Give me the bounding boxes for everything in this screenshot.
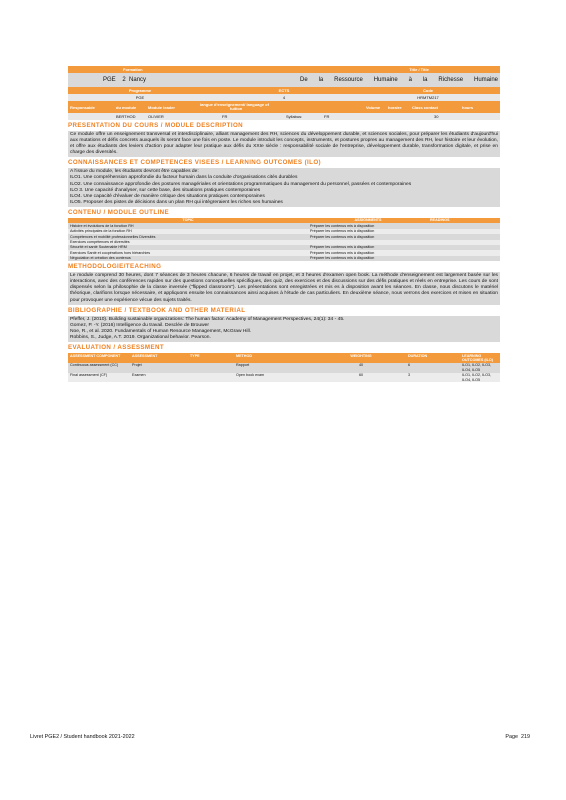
outcomes-header: LEARNING OUTCOMES (ILO) bbox=[460, 353, 500, 363]
table-row bbox=[68, 373, 500, 383]
table-row bbox=[68, 256, 500, 261]
module-title: De la Ressource Humaine à la Richesse Humaine bbox=[300, 77, 498, 83]
ects-value: 4 bbox=[282, 95, 286, 100]
topic-cell: Négociation et création des contenus bbox=[68, 256, 308, 261]
duration-header: DURATION bbox=[406, 353, 460, 363]
bibliography-line: Pfeffer, J. (2010). Building sustainable organizations: The human factor. Academy of Management Perspectives, 24(1): 34 - 45. bbox=[70, 316, 345, 322]
assign-cell: Préparer les contenus mis à disposition bbox=[308, 229, 428, 234]
horaire-label: horaire bbox=[388, 104, 402, 110]
topic-cell: Histoire et évolutions de la fonction RH bbox=[68, 223, 308, 228]
page-footer bbox=[30, 734, 530, 740]
readings-header: READINGS bbox=[428, 218, 500, 223]
volume-label: Volume bbox=[366, 104, 381, 110]
bibliography-line: Robbins, S., Judge, A.T. 2019. Organizational behavior. Pearson. bbox=[70, 334, 211, 340]
evaluation-header-row bbox=[68, 353, 500, 363]
methodology-heading: METHODOLOGIE/TEACHING bbox=[68, 263, 162, 271]
topic-cell: Activités principales de la fonction RH bbox=[68, 229, 308, 234]
header-labels-row bbox=[68, 66, 500, 73]
methodology-text: Le module comprend 30 heures, dont 7 séances de 3 heures chacune, 6 heures de travail en projet, et 3 heures d'examen open book. La méthode d'enseignement est largement basée sur les interactions, avec des conférences rapides sur des questions conceptuelles spécifiques, des quiz, des exercices et des discussions sur des défis pratiques et réels en entreprise. Les cours de sont dispensés selon la philosophie de la classe inversée ("flipped classroom"). Les présentations sont enregistrées et mis es à disposition avant les séances. En classe, nous discutons le matériel théorique, clarifions lorsque nécessaire, et appliquons ensuite les connaissances ainsi acquises à l'étude de cas particuliers. En deuxième séance, nous verrons des exercices et mises en situation pour provoquer une expérience vécue des sujets traités. bbox=[68, 272, 500, 304]
duration-cell: 6 bbox=[406, 363, 460, 373]
programme-labels-row bbox=[68, 87, 500, 94]
programme-values-row bbox=[68, 94, 500, 101]
footer-handbook-label: Livret PGE2 / Student handbook 2021-2022 bbox=[30, 734, 135, 740]
method-header: METHOD bbox=[234, 353, 316, 363]
presentation-text: Ce module offre un enseignement transversal et interdisciplinaire, alliant management des RH, sciences du développement durable, et sciences sociales, pour préparer les étudiants d'aujourd'hui aux mutations et défis concrets auxquels ils seront face une fois en poste. Le module introduit les concepts, instruments, et postures propres au management des RH, leur histoire et leur évolution, et offre aux étudiants des leviers d'action pour adapter leur pratique aux défis du XXIe siècle : responsabilité sociale de l'entreprise, développement durable, transformation digitale, et prise en charge des diversités. bbox=[68, 131, 500, 157]
class-contact-label: Class contact bbox=[412, 104, 439, 110]
hours-value: 30 bbox=[434, 114, 439, 119]
title-label: Title / Title bbox=[409, 67, 429, 72]
outline-table bbox=[68, 218, 500, 261]
duration-cell: 3 bbox=[406, 373, 460, 383]
outline-heading: CONTENU / MODULE OUTLINE bbox=[68, 208, 170, 216]
component-cell: Continuous assessment (CC) bbox=[68, 363, 130, 373]
weighting-cell: 40 bbox=[316, 363, 406, 373]
responsable-label: Responsable bbox=[70, 104, 95, 110]
programme-value: PGE bbox=[135, 95, 145, 100]
module-leader-label: Module leader bbox=[148, 104, 175, 110]
assessment-header: ASSESSMENT bbox=[130, 353, 188, 363]
programme-label: Programme bbox=[128, 88, 152, 93]
leader-labels-row bbox=[68, 101, 500, 113]
topic-cell: Exercices Santé et coopérations hors hiérarchies bbox=[68, 250, 308, 255]
evaluation-table bbox=[68, 353, 500, 382]
competences-line: ILO4. Une capacité d'évaluer de manière critique des situations pratiques contemporaines bbox=[70, 193, 265, 199]
syllabus-value: FR bbox=[324, 114, 330, 119]
assessment-cell: Examen bbox=[130, 373, 188, 383]
du-module-label: du module bbox=[116, 104, 137, 110]
hours-label: hours bbox=[462, 104, 474, 110]
document-page bbox=[68, 66, 500, 382]
competences-block bbox=[68, 168, 500, 207]
topic-cell: Sécurité et santé Soutenable HRM bbox=[68, 245, 308, 250]
outcomes-cell: ILO1, ILO2, ILO3, ILO4, ILO5 bbox=[460, 373, 500, 383]
header-title-row bbox=[68, 73, 500, 87]
table-row bbox=[68, 363, 500, 373]
leader-firstname: BERTHOD bbox=[116, 114, 136, 119]
evaluation-heading: EVALUATION / ASSESSMENT bbox=[68, 344, 165, 352]
competences-heading: CONNAISSANCES ET COMPETENCES VISEES / LEARNING OUTCOMES (ILO) bbox=[68, 159, 322, 167]
type-cell bbox=[188, 363, 234, 373]
bibliography-heading: BIBLIOGRAPHIE / TEXTBOOK AND OTHER MATERIAL bbox=[68, 306, 246, 314]
language-value: FR bbox=[222, 114, 228, 119]
competences-line: ILO1. Une compréhension approfondie du facteur humain dans la conduite d'organisations cités durables bbox=[70, 175, 298, 181]
assign-cell: Préparer les contenus mis à disposition bbox=[308, 250, 428, 255]
assign-cell: Préparer les contenus mis à disposition bbox=[308, 256, 428, 261]
footer-page-number: Page 219 bbox=[505, 734, 530, 740]
assign-cell: Préparer les contenus mis à disposition bbox=[308, 234, 428, 239]
program-title: PGE 2 Nancy bbox=[103, 77, 147, 83]
component-cell: Final assessment (CF) bbox=[68, 373, 130, 383]
type-header: TYPE bbox=[188, 353, 234, 363]
assign-cell: Préparer les contenus mis à disposition bbox=[308, 223, 428, 228]
competences-line: ILO5. Proposer des pistes de décisions dans un plan RH qui intègreraient les riches ses humaines bbox=[70, 199, 283, 205]
code-value: HRMTM217 bbox=[417, 95, 439, 100]
language-label: langue d'enseignement/ language of tuition bbox=[200, 102, 269, 111]
bibliography-block bbox=[68, 316, 500, 342]
outcomes-cell: ILO1, ILO2, ILO3, ILO4, ILO5 bbox=[460, 363, 500, 373]
weighting-cell: 60 bbox=[316, 373, 406, 383]
type-cell bbox=[188, 373, 234, 383]
syllabus-label: Syllabus: bbox=[286, 114, 303, 119]
formation-label: Formation bbox=[123, 67, 143, 72]
topic-header: TOPIC bbox=[68, 218, 308, 223]
competences-line: ILO 3. Une capacité d'analyser, sur cette base, des situations pratiques contemporaines bbox=[70, 187, 261, 193]
presentation-heading: PRESENTATION DU COURS / MODULE DESCRIPTION bbox=[68, 122, 244, 129]
code-label: Code bbox=[423, 88, 433, 93]
method-cell: Open book exam bbox=[234, 373, 316, 383]
topic-cell: Compétences et mobilité professionnelles Diversités bbox=[68, 234, 308, 239]
competences-line: A l'issue du module, les étudiants devront être capables de: bbox=[70, 169, 199, 175]
bibliography-line: Noe, R., et al. 2020. Fundamentals of Human Resource Management, McGraw Hill. bbox=[70, 328, 252, 334]
competences-line: ILO2. Une connaissance approfondie des postures managériales et orientations programmatiques du management du personnel, passées et contemporaines bbox=[70, 181, 412, 187]
assessment-cell: Projet bbox=[130, 363, 188, 373]
component-header: ASSESSMENT COMPONENT bbox=[68, 353, 130, 363]
assign-cell: Préparer les contenus mis à disposition bbox=[308, 245, 428, 250]
leader-lastname: OLIVIER bbox=[148, 114, 164, 119]
topic-cell: Exercices compétences et diversités bbox=[68, 240, 308, 245]
method-cell: Rapport bbox=[234, 363, 316, 373]
bibliography-line: Gomez, P. -Y. (2016) Intelligence du travail. Desclée de Brouwer bbox=[70, 322, 210, 328]
leader-values-row bbox=[68, 113, 500, 120]
ects-label: ECTS bbox=[278, 88, 290, 93]
assignments-header: ASSIGNMENTS bbox=[308, 218, 428, 223]
weighting-header: WEIGHTING bbox=[316, 353, 406, 363]
